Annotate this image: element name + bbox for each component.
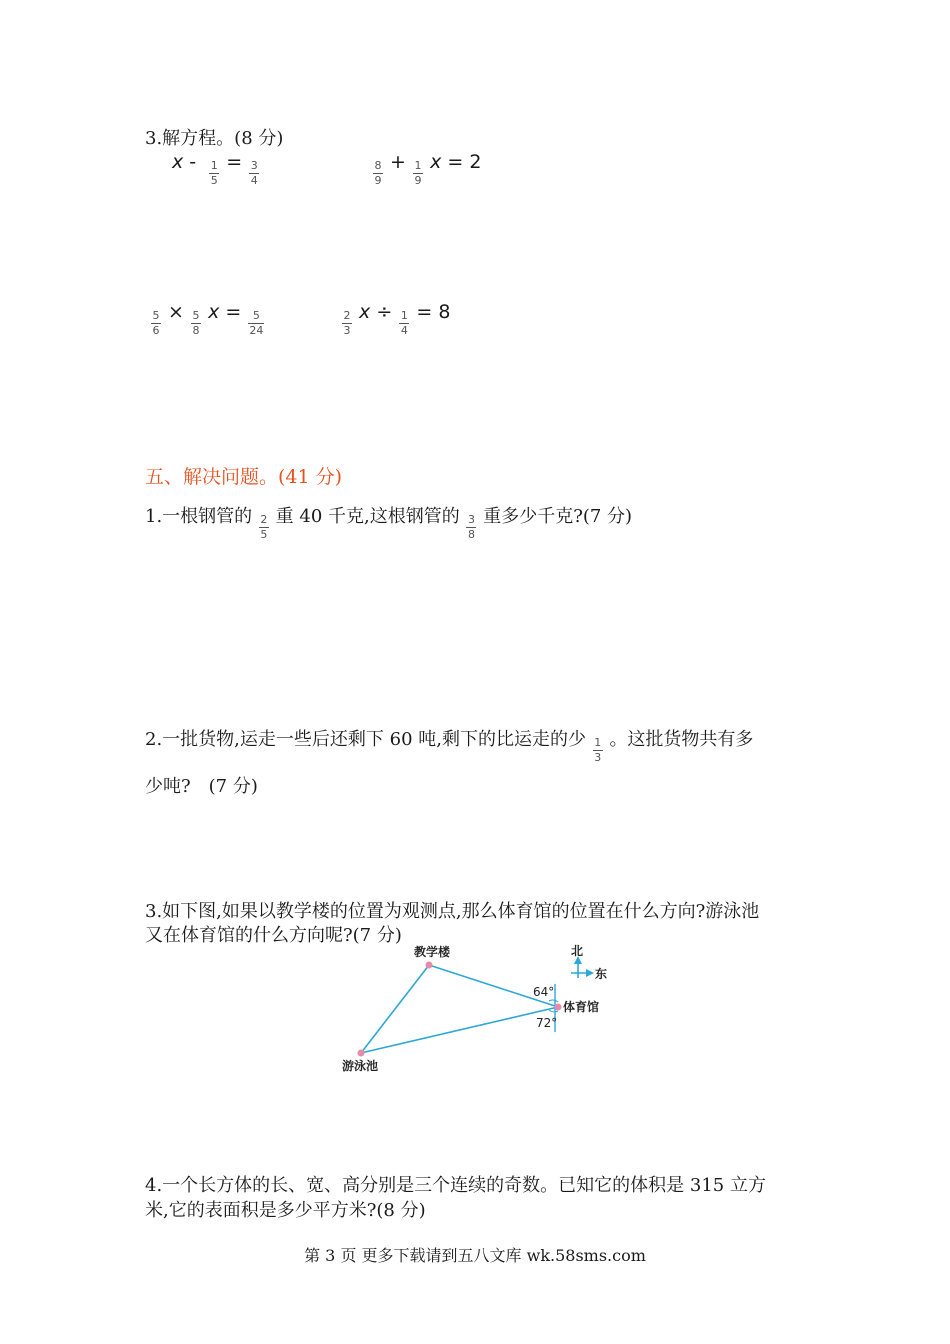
- rhs: = 2: [447, 151, 482, 173]
- problem-2-line2: 少吨? (7 分): [145, 776, 258, 797]
- problem-1-text-b: 重 40 千克,这根钢管的: [275, 506, 460, 527]
- fraction: $\frac{3}{8}$: [467, 513, 475, 541]
- angle-lower: 72°: [536, 1016, 558, 1030]
- fraction: $\frac{2}{5}$: [260, 513, 268, 541]
- compass-icon: [571, 956, 594, 978]
- problem-1: [145, 502, 632, 544]
- fraction: $\frac{2}{3}$: [343, 309, 351, 337]
- angle-arc-upper: [549, 1000, 558, 1002]
- problem-1-text-c: 重多少千克?(7 分): [483, 506, 633, 527]
- var-x: x: [172, 151, 184, 173]
- problem-1-text-a: 1.一根钢管的: [145, 506, 253, 527]
- problem-2: [145, 725, 753, 767]
- page-footer: 第 3 页 更多下载请到五八文库 wk.58sms.com: [304, 1246, 646, 1265]
- fraction: $\frac{1}{5}$: [210, 159, 218, 187]
- equation-4: [341, 301, 450, 340]
- divide-sign: ÷: [376, 301, 393, 323]
- east-label: 东: [595, 967, 608, 981]
- var-x: x: [430, 151, 442, 173]
- problem-4-line2: 米,它的表面积是多少平方米?(8 分): [145, 1200, 426, 1221]
- equation-3: [150, 301, 265, 340]
- fraction: $\frac{5}{6}$: [152, 309, 160, 337]
- gym-label: 体育馆: [563, 1000, 600, 1014]
- problem-2-text-a: 2.一批货物,运走一些后还剩下 60 吨,剩下的比运走的少: [145, 729, 586, 750]
- equals-sign: =: [225, 301, 242, 323]
- gym-point: [555, 1004, 562, 1011]
- teaching-building-label: 教学楼: [414, 945, 451, 959]
- times-sign: ×: [168, 301, 184, 323]
- problem-3-line2: 又在体育馆的什么方向呢?(7 分): [145, 925, 402, 946]
- plus-sign: +: [390, 151, 406, 173]
- minus-sign: -: [189, 151, 197, 173]
- rhs: = 8: [416, 301, 451, 323]
- fraction: $\frac{5}{24}$: [249, 309, 264, 337]
- north-label: 北: [571, 944, 584, 958]
- angle-upper: 64°: [533, 985, 555, 999]
- var-x: x: [208, 301, 220, 323]
- fraction: $\frac{1}{4}$: [400, 309, 408, 337]
- teaching-building-point: [426, 962, 433, 969]
- equation-1: [172, 151, 260, 190]
- problem-2-text-b: 。这批货物共有多: [609, 729, 754, 750]
- pool-point: [358, 1050, 365, 1057]
- section-heading: 五、解决问题。(41 分): [145, 466, 343, 488]
- fraction: $\frac{1}{3}$: [594, 736, 602, 764]
- pool-label: 游泳池: [342, 1059, 379, 1073]
- direction-diagram: [330, 940, 630, 1080]
- problem-4-line1: 4.一个长方体的长、宽、高分别是三个连续的奇数。已知它的体积是 315 立方: [145, 1175, 766, 1196]
- var-x: x: [359, 301, 371, 323]
- problem-3-line1: 3.如下图,如果以教学楼的位置为观测点,那么体育馆的位置在什么方向?游泳池: [145, 901, 760, 922]
- q3-title: 3.解方程。(8 分): [145, 128, 284, 149]
- fraction: $\frac{3}{4}$: [250, 159, 258, 187]
- fraction: $\frac{8}{9}$: [374, 159, 382, 187]
- fraction: $\frac{1}{9}$: [414, 159, 422, 187]
- equals-sign: =: [226, 151, 243, 173]
- fraction: $\frac{5}{8}$: [192, 309, 200, 337]
- angle-arc-lower: [549, 1010, 558, 1012]
- equation-2: [372, 151, 481, 190]
